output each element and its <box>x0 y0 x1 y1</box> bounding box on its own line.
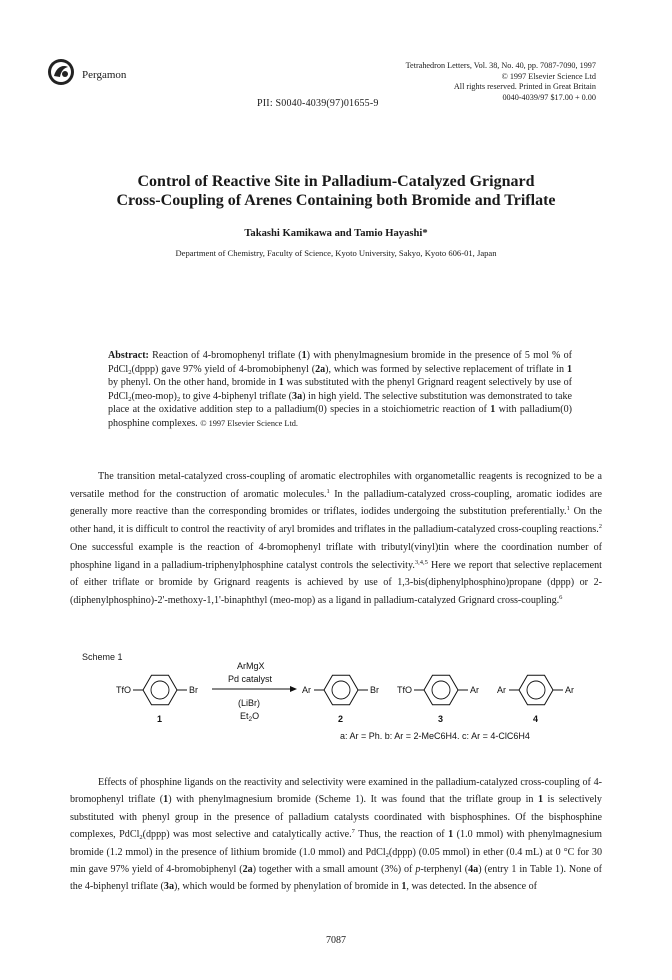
reagent-text: ArMgX <box>237 661 265 671</box>
issn-line: 0040-4039/97 $17.00 + 0.00 <box>502 92 596 102</box>
reaction-arrow <box>212 661 297 723</box>
affiliation: Department of Chemistry, Faculty of Science, Kyoto University, Sakyo, Kyoto 606-01, Japan <box>175 248 497 258</box>
compound-3 <box>397 675 479 724</box>
pergamon-logo <box>47 58 75 86</box>
compound-2 <box>302 675 379 724</box>
body-paragraph-1: The transition metal-catalyzed cross-coupling of aromatic electrophiles with organometallic reagents is recognized to be a versatile method for the construction of aromatic molecules.$^1$ In the palladium-catalyzed cross-coupling, aromatic iodides are generally more reactive than the corresponding bromides or triflates, iodides undergoing the substitution preferentially.$^1$ On the other hand, it is difficult to control the reactivity of aryl bromides and triflates in the palladium-catalyzed cross-coupling reactions.$^2$ One successful example is the reaction of 4-bromophenyl triflate with tributyl(vinyl)tin where the coordination number of phosphine ligand in a palladium-triphenylphosphine catalyst controls the selectivity.$^{3,4,5}$ Here we report that selective replacement of either triflate or bromide by Grignard reagents is achieved by use of 1,3-bis(diphenylphosphino)propane (dppp) or 2-(diphenylphosphino)-2'-methoxy-1,1'-binaphthyl (meo-mop) as a ligand in palladium-catalyzed Grignard cross-coupling.$^6$ <box>70 471 603 606</box>
substituent-label: Ar <box>302 685 311 695</box>
journal-name: Tetrahedron Letters <box>405 61 470 70</box>
reagent-text: Pd catalyst <box>228 674 273 684</box>
abstract: Abstract: Reaction of 4-bromophenyl triflate (1) with phenylmagnesium bromide in the presence of 5 mol % of PdCl$_2$(dppp) gave 97% yield of 4-bromobiphenyl (2a), which was formed by selective replacement of triflate in 1 by phenyl. On the other hand, bromide in 1 was substituted with the phenyl Grignard reagent selectively by use of $PdCl_2(meo-mop)_2$ to give 4-biphenyl triflate (3a) in high yield. The selective substitution was demonstrated to take place at the oxidative addition step to a palladium(0) species in a stoichiometric reaction of 1 with palladium(0) phosphine complexes. © 1997 Elsevier Science Ltd. <box>108 350 573 429</box>
substituent-label: Ar <box>565 685 574 695</box>
publisher-name: Pergamon <box>82 69 127 81</box>
scheme-label: Scheme 1 <box>82 652 123 662</box>
ref-superscript: 3,4,5 <box>414 558 428 566</box>
compound-number: 1 <box>157 714 163 724</box>
scheme-legend: a: Ar = Ph. b: Ar = 2-MeC6H4. c: Ar = 4-ClC6H4 <box>340 731 530 741</box>
compound-number: 3 <box>438 714 444 724</box>
substituent-label: TfO <box>116 685 131 695</box>
ref-superscript: 7 <box>351 828 355 836</box>
copyright-line: © 1997 Elsevier Science Ltd <box>501 71 596 81</box>
benzene-ring <box>424 675 458 704</box>
ref-superscript: 2 <box>598 523 602 531</box>
body-paragraph-2: Effects of phosphine ligands on the reactivity and selectivity were examined in the palladium-catalyzed cross-coupling of 4-bromophenyl triflate (1) with phenylmagnesium bromide (Scheme 1). It was found that the triflate group in 1 is selectively substituted with phenyl group in the presence of palladium catalysts coordinated with bisphosphines. Of the bisphosphine complexes, PdCl$_2$(dppp) was most selective and catalytically active.$^7$ Thus, the reaction of 1 (1.0 mmol) with phenylmagnesium bromide (1.2 mmol) in the presence of lithium bromide (1.0 mmol) and PdCl$_2$(dppp) (0.05 mmol) in ether (0.4 mL) at 0 °C for 30 min gave 97% yield of 4-bromobiphenyl (2a) together with a small amount (3%) of p-terphenyl (4a) (entry 1 in Table 1). None of the 4-biphenyl triflate (3a), which would be formed by phenylation of bromide in 1, was detected. In the absence of <box>70 777 603 893</box>
compound-number: 4 <box>533 714 539 724</box>
pii-line: PII: S0040-4039(97)01655-9 <box>257 98 379 109</box>
ref-superscript: 1 <box>326 487 330 495</box>
substituent-label: Br <box>189 685 198 695</box>
page-number: 7087 <box>326 935 346 946</box>
benzene-ring <box>324 675 358 704</box>
compound-1 <box>116 675 198 724</box>
benzene-ring <box>143 675 177 704</box>
volume-info: , Vol. 38, No. 40, pp. 7087-7090, 1997 <box>469 61 596 70</box>
abstract-copyright: © 1997 Elsevier Science Ltd. <box>200 418 299 428</box>
ref-superscript: 6 <box>559 593 563 601</box>
condition-text: (LiBr) <box>238 698 260 708</box>
article-title <box>40 172 632 210</box>
compound-number: 2 <box>338 714 344 724</box>
title-line-2: Cross-Coupling of Arenes Containing both Bromide and Triflate <box>116 192 556 209</box>
substituent-label: Ar <box>497 685 506 695</box>
compound-4 <box>497 675 574 724</box>
condition-text: $Et_2O$ <box>240 711 260 723</box>
abstract-label: Abstract: <box>108 350 149 361</box>
substituent-label: Br <box>370 685 379 695</box>
benzene-ring <box>519 675 553 704</box>
ref-superscript: 1 <box>566 505 570 513</box>
authors: Takashi Kamikawa and Tamio Hayashi* <box>244 228 428 239</box>
title-line-1: Control of Reactive Site in Palladium-Catalyzed Grignard <box>137 173 535 190</box>
rights-line: All rights reserved. Printed in Great Britain <box>453 82 596 92</box>
substituent-label: TfO <box>397 685 412 695</box>
substituent-label: Ar <box>470 685 479 695</box>
scheme-1-reaction <box>0 660 672 770</box>
